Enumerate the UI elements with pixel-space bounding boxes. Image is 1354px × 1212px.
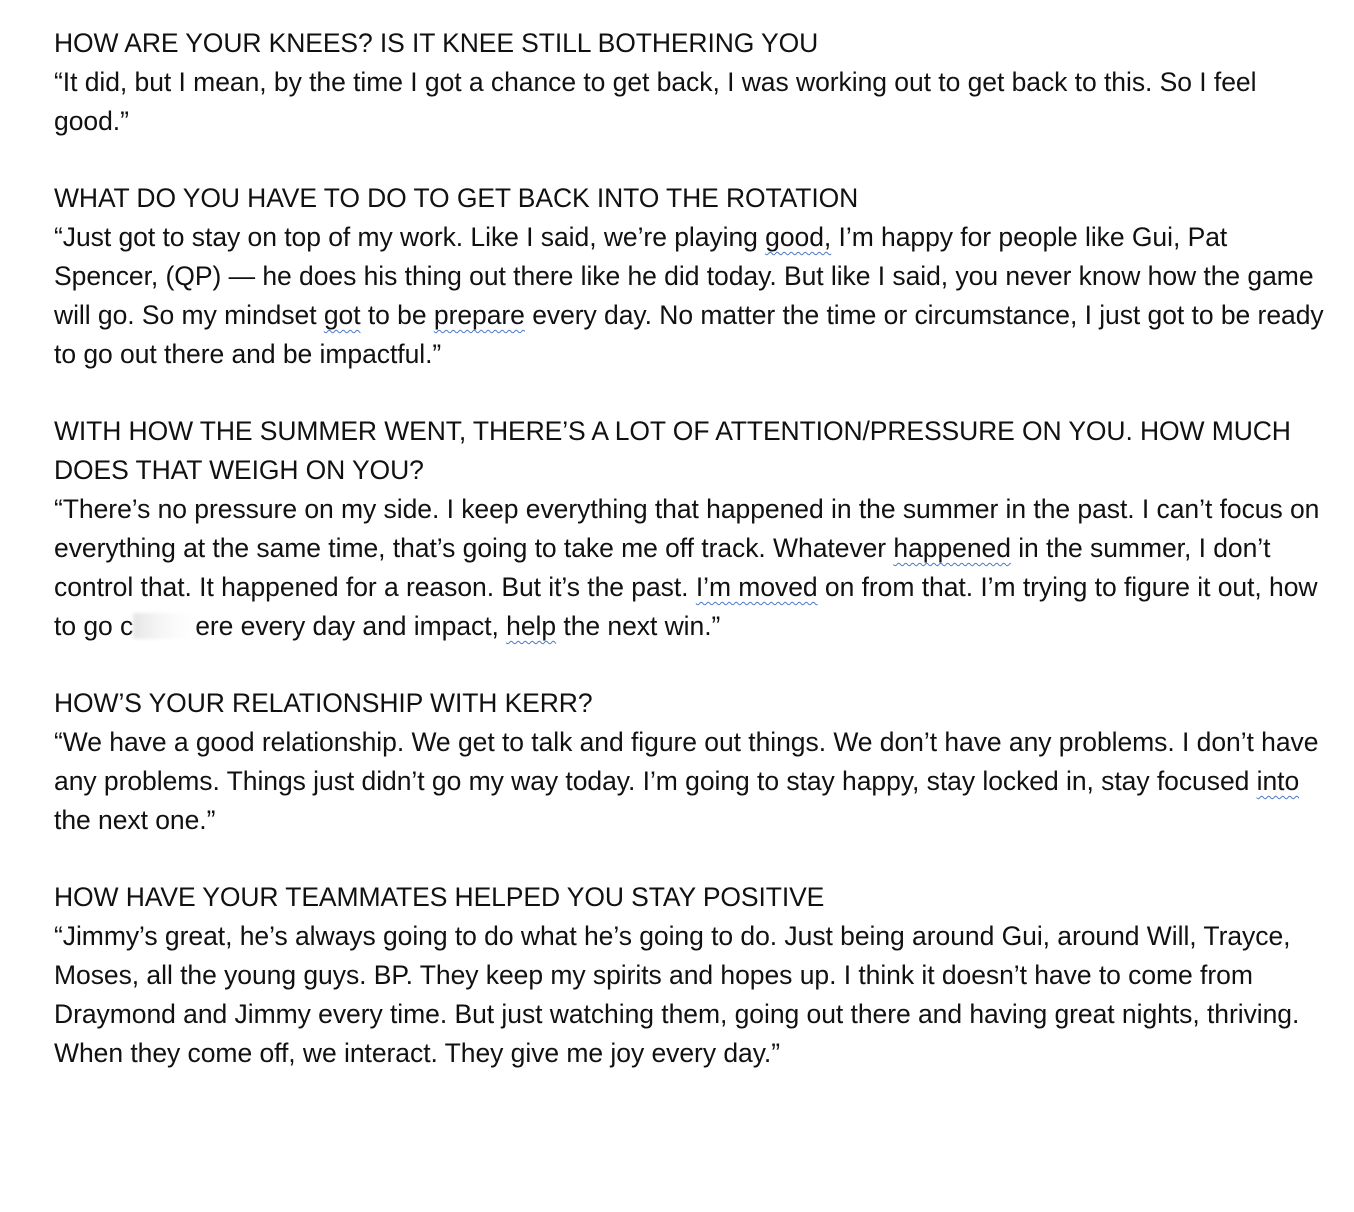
answer-text: “There’s no pressure on my side. I keep everything that happened in the summer in the past. I can’t focus on everything at the same time, that’s going to take me off track. Whatever: [54, 494, 1320, 563]
answer-paragraph: [54, 218, 1324, 374]
answer-text: the next win.”: [556, 611, 721, 641]
answer-text: every day. No matter the time or circumstance, I just got to be ready to go out there and be impactful.”: [54, 300, 1324, 369]
spellcheck-flagged-word[interactable]: happened: [893, 533, 1011, 563]
answer-text: to be: [360, 300, 434, 330]
answer-paragraph: [54, 723, 1324, 840]
question-heading: WITH HOW THE SUMMER WENT, THERE’S A LOT OF ATTENTION/PRESSURE ON YOU. HOW MUCH DOES THAT WEIGH ON YOU?: [54, 416, 1291, 485]
question-heading: WHAT DO YOU HAVE TO DO TO GET BACK INTO THE ROTATION: [54, 183, 859, 213]
qa-block-teammates: [54, 878, 1324, 1073]
spellcheck-flagged-word[interactable]: into: [1256, 766, 1300, 796]
spellcheck-flagged-word[interactable]: prepare: [433, 300, 525, 330]
question-heading: HOW’S YOUR RELATIONSHIP WITH KERR?: [54, 688, 593, 718]
spellcheck-flagged-word[interactable]: good,: [765, 222, 832, 252]
spellcheck-flagged-word[interactable]: got: [323, 300, 361, 330]
question-heading: HOW HAVE YOUR TEAMMATES HELPED YOU STAY POSITIVE: [54, 882, 825, 912]
question-heading: HOW ARE YOUR KNEES? IS IT KNEE STILL BOTHERING YOU: [54, 28, 819, 58]
answer-text: I’m happy for people like Gui, Pat Spencer, (QP) — he does his thing out there like he did today. But like I said, you never know how the game will go. So my mindset: [54, 222, 1314, 330]
answer-paragraph: “Jimmy’s great, he’s always going to do what he’s going to do. Just being around Gui, around Will, Trayce, Moses, all the young guys. BP. They keep my spirits and hopes up. I think it doesn’t have to come from Draymond and Jimmy every time. But just watching them, going out there and having great nights, thriving. When they come off, we interact. They give me joy every day.”: [54, 921, 1300, 1068]
spellcheck-flagged-word[interactable]: I’m moved: [695, 572, 818, 602]
answer-text: the next one.”: [54, 805, 216, 835]
answer-text: on from that. I’m trying to figure it out, how to go c: [54, 572, 1318, 641]
qa-block-kerr: [54, 684, 1324, 840]
answer-paragraph: “It did, but I mean, by the time I got a chance to get back, I was working out to get back to this. So I feel good.”: [54, 67, 1257, 136]
qa-block-knees: [54, 24, 1324, 141]
qa-block-rotation: [54, 179, 1324, 374]
answer-text: ere every day and impact,: [195, 611, 507, 641]
qa-block-pressure: [54, 412, 1324, 646]
answer-paragraph: [54, 490, 1324, 646]
answer-text: “Just got to stay on top of my work. Like I said, we’re playing: [54, 222, 766, 252]
answer-text: “We have a good relationship. We get to talk and figure out things. We don’t have any problems. I don’t have any problems. Things just didn’t go my way today. I’m going to stay happy, stay locked in, stay focused: [54, 727, 1319, 796]
document-body: [54, 24, 1324, 1111]
answer-text: in the summer, I don’t control that. It happened for a reason. But it’s the past.: [54, 533, 1271, 602]
redaction-smudge: [133, 613, 195, 639]
spellcheck-flagged-word[interactable]: help: [506, 611, 557, 641]
